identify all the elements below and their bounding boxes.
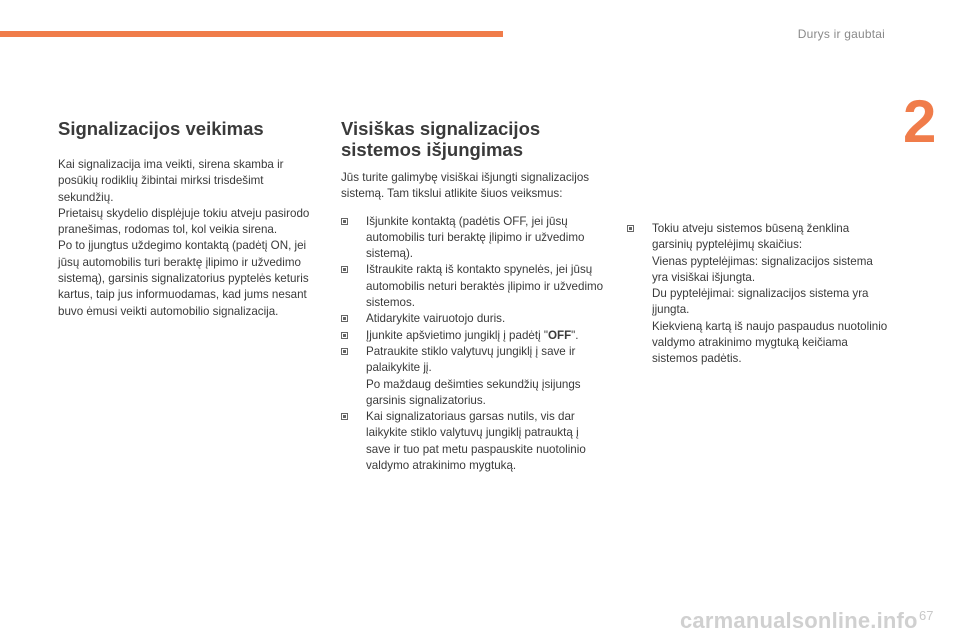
note-text: Tokiu atveju sistemos būseną ženklina garsinių pyptelėjimų skaičius: [652, 222, 850, 252]
bullet-square-icon [341, 218, 348, 225]
body-paragraph: Prietaisų skydelio displėjuje tokiu atveju pasirodo pranešimas, rodomas tol, kol veikia sirena. [58, 206, 310, 237]
section-heading [341, 118, 606, 160]
step-text: Įjunkite apšvietimo jungiklį į padėtį " [366, 328, 548, 342]
list-item [341, 262, 606, 311]
right-column [627, 221, 889, 368]
page-number: 67 [919, 608, 934, 623]
body-paragraph: Po to įjungtus uždegimo kontaktą (padėtį ON, jei jūsų automobilis turi beraktę įlipimo ir užvedimo sistemą), garsinis signalizatorius pyptelės keturis kartus, taip jus informuodamas, kad jums nesant buvo ėmusi veikti automobilio signalizacija. [58, 239, 309, 318]
step-text: Kai signalizatoriaus garsas nutils, vis dar laikykite stiklo valytuvų jungiklį patrauktą į save ir tuo pat metu paspauskite nuotolinio valdymo atrakinimo mygtuką. [366, 410, 586, 473]
bullet-square-icon [341, 413, 348, 420]
list-item [341, 344, 606, 409]
section-heading: Signalizacijos veikimas [58, 118, 264, 139]
middle-column [341, 118, 606, 474]
step-text: Išjunkite kontaktą (padėtis OFF, jei jūsų automobilis turi beraktę įlipimo ir užvedimo sistemą). [366, 214, 585, 261]
list-item [341, 311, 606, 327]
list-item [341, 328, 606, 344]
step-text: ". [571, 328, 579, 342]
section-title: Durys ir gaubtai [797, 27, 885, 41]
bullet-square-icon [341, 315, 348, 322]
bullet-square-icon [627, 225, 634, 232]
left-column [58, 118, 316, 320]
bullet-square-icon [341, 332, 348, 339]
heading-line: sistemos išjungimas [341, 139, 523, 160]
bullet-square-icon [341, 348, 348, 355]
watermark: carmanualsonline.info [680, 608, 918, 633]
note-text: Kiekvieną kartą iš naujo paspaudus nuotolinio valdymo atrakinimo mygtuką keičiama sistemos padėtis. [652, 319, 888, 366]
intro-paragraph: Jūs turite galimybę visiškai išjungti signalizacijos sistemą. Tam tikslui atlikite šiuos veiksmus: [341, 171, 590, 201]
step-text: Po maždaug dešimties sekundžių įsijungs garsinis signalizatorius. [366, 377, 581, 407]
body-paragraph: Kai signalizacija ima veikti, sirena skamba ir posūkių rodiklių žibintai mirksi trisdešimt sekundžių. [58, 158, 284, 204]
accent-bar [0, 31, 503, 37]
step-text: Ištraukite raktą iš kontakto spynelės, jei jūsų automobilis neturi beraktės įlipimo ir užvedimo sistemos. [366, 263, 604, 310]
list-item [341, 409, 606, 474]
chapter-number: 2 [903, 88, 937, 155]
step-text: Atidarykite vairuotojo duris. [366, 312, 506, 326]
step-bold-text: OFF [547, 328, 572, 342]
note-text: Du pyptelėjimai: signalizacijos sistema yra įjungta. [652, 287, 869, 317]
heading-line: Visiškas signalizacijos [341, 118, 541, 139]
note-item [627, 221, 889, 368]
steps-list [341, 214, 606, 475]
bullet-square-icon [341, 266, 348, 273]
list-item [341, 214, 606, 263]
step-text: Patraukite stiklo valytuvų jungiklį į save ir palaikykite jį. [366, 344, 576, 375]
note-text: Vienas pyptelėjimas: signalizacijos sistema yra visiškai išjungta. [652, 254, 873, 284]
